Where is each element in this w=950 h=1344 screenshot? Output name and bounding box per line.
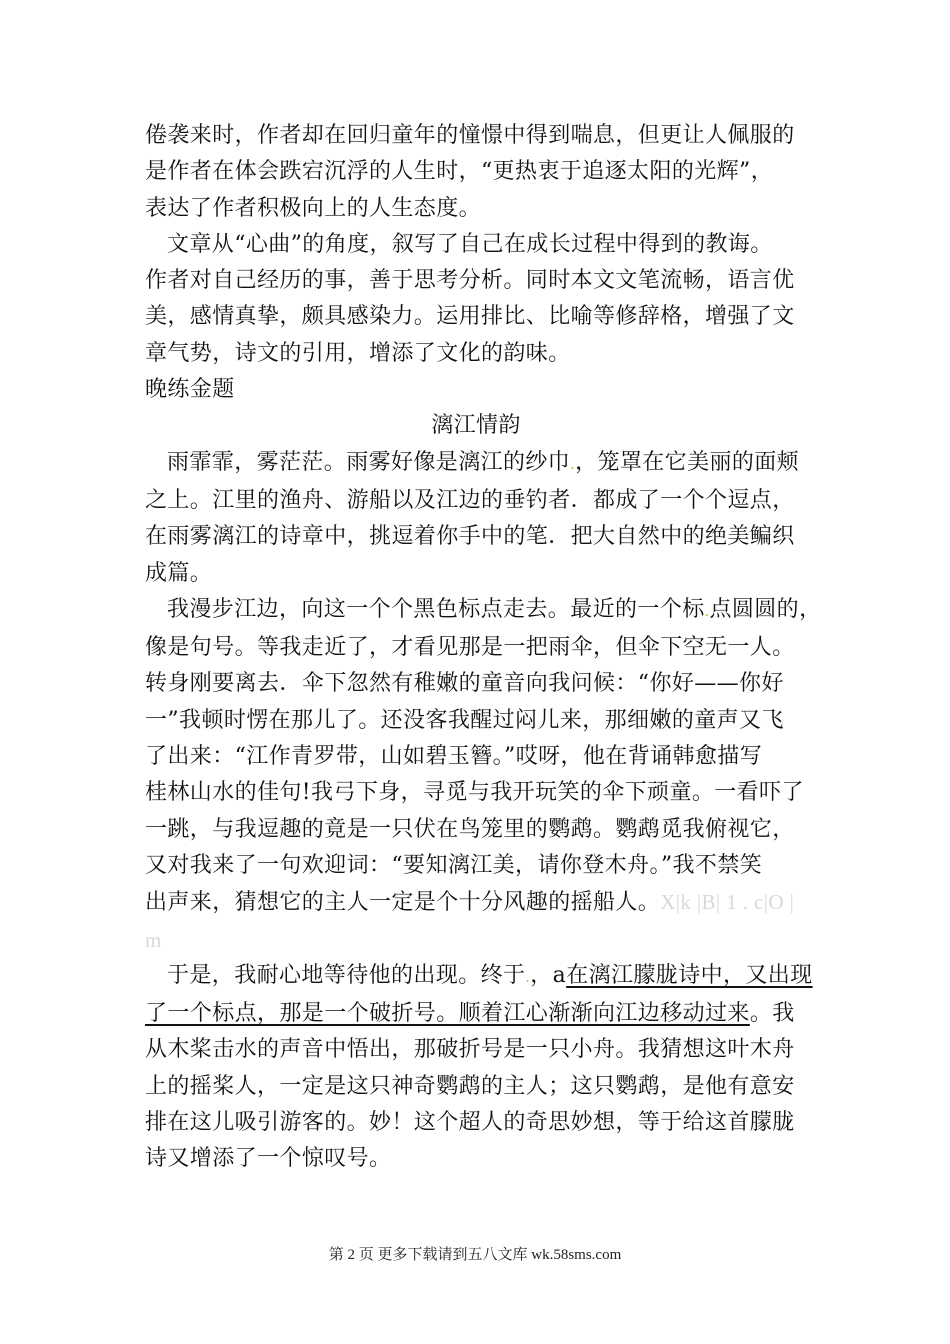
text-segment: 点圆圆的， xyxy=(709,596,822,622)
essay-title: 漓江情韵 xyxy=(431,413,521,439)
text-line xyxy=(145,884,807,921)
text-line: 倦袭来时，作者却在回归童年的憧憬中得到喘息，但更让人佩服的 xyxy=(145,123,795,148)
paragraph-5 xyxy=(145,958,813,1178)
document-body xyxy=(145,118,822,1178)
text-segment: ，笼罩在它美丽的面颊 xyxy=(575,449,800,475)
text-line: 了出来：“江作青罗带，山如碧玉簪。”哎呀，他在背诵韩愈描写 xyxy=(145,744,763,770)
text-line: 美，感情真挚，颇具感染力。运用排比、比喻等修辞格，增强了文 xyxy=(145,304,795,330)
paragraph-2 xyxy=(145,227,807,372)
text-line: 又对我来了一句欢迎词：“要知漓江美，请你登木舟。”我不禁笑 xyxy=(145,852,763,878)
text-segment: 于是，我耐心地等待他的出现。终于 xyxy=(167,962,526,988)
page-footer: 第 2 页 更多下载请到五八文库 wk.58sms.com xyxy=(328,1247,622,1263)
text-line: 文章从“心曲”的角度，叙写了自己在成长过程中得到的教诲。 xyxy=(167,231,773,257)
text-line: 成篇。 xyxy=(145,560,213,586)
text-line xyxy=(145,445,807,483)
text-line: 一”我顿时愣在那儿了。还没客我醒过闷儿来，那细嫩的童声又飞 xyxy=(145,707,784,733)
stray-dot: . xyxy=(704,603,710,620)
text-segment: 。我 xyxy=(749,1001,795,1027)
text-segment: 出声来，猜想它的主人一定是个十分风趣的摇船人。 xyxy=(145,890,661,916)
watermark-text: m xyxy=(145,927,162,952)
text-line xyxy=(145,958,813,996)
underlined-sentence: 在漓江朦胧诗中，又出现 xyxy=(566,962,813,988)
text-line: 一跳，与我逗趣的竟是一只伏在鸟笼里的鹦鹉。鹦鹉觅我俯视它， xyxy=(145,816,795,842)
text-line: 诗又增添了一个惊叹号。 xyxy=(145,1146,392,1172)
text-line: 表达了作者积极向上的人生态度。 xyxy=(145,195,482,221)
text-line: 之上。江里的渔舟、游船以及江边的垂钓者．都成了一个个逗点， xyxy=(145,487,795,513)
paragraph-3 xyxy=(145,445,807,592)
stray-dot: . xyxy=(525,969,531,986)
text-segment: ，a xyxy=(530,962,567,988)
paragraph-4 xyxy=(145,592,822,958)
section-label: 晚练金题 xyxy=(145,377,235,403)
text-line: 章气势，诗文的引用，增添了文化的韵味。 xyxy=(145,340,571,366)
text-line: 桂林山水的佳句!我弓下身，寻觅与我开玩笑的伞下顽童。一看吓了 xyxy=(145,780,804,806)
text-line: 排在这儿吸引游客的。妙！这个超人的奇思妙想，等于给这首朦胧 xyxy=(145,1110,795,1136)
text-line: 在雨雾漓江的诗章中，挑逗着你手中的笔．把大自然中的绝美鳊织 xyxy=(145,524,795,550)
text-line xyxy=(145,592,822,630)
stray-dot: . xyxy=(570,456,576,473)
text-line xyxy=(145,996,807,1032)
watermark-text: X|k |B| 1 . c|O | xyxy=(660,890,795,915)
text-line: 作者对自己经历的事，善于思考分析。同时本文文笔流畅，语言优 xyxy=(145,268,795,294)
text-segment: 我漫步江边，向这一个个黑色标点走去。最近的一个标 xyxy=(167,596,705,622)
text-line: 转身刚要离去．伞下忽然有稚嫩的童音向我问候：“你好——你好 xyxy=(145,671,784,697)
paragraph-1 xyxy=(145,118,807,227)
text-segment: 雨霏霏，雾茫茫。雨雾好像是漓江的纱巾 xyxy=(167,449,571,475)
text-line: 上的摇桨人，一定是这只神奇鹦鹉的主人；这只鹦鹉，是他有意安 xyxy=(145,1073,795,1099)
text-line: 从木桨击水的声音中悟出，那破折号是一只小舟。我猜想这叶木舟 xyxy=(145,1037,795,1063)
underlined-sentence: 了一个标点，那是一个破折号。顺着江心渐渐向江边移动过来 xyxy=(145,1001,750,1027)
text-line: 像是句号。等我走近了，才看见那是一把雨伞，但伞下空无一人。 xyxy=(145,635,795,661)
text-line: 是作者在体会跌宕沉浮的人生时，“更热衷于追逐太阳的光辉”， xyxy=(145,159,774,185)
